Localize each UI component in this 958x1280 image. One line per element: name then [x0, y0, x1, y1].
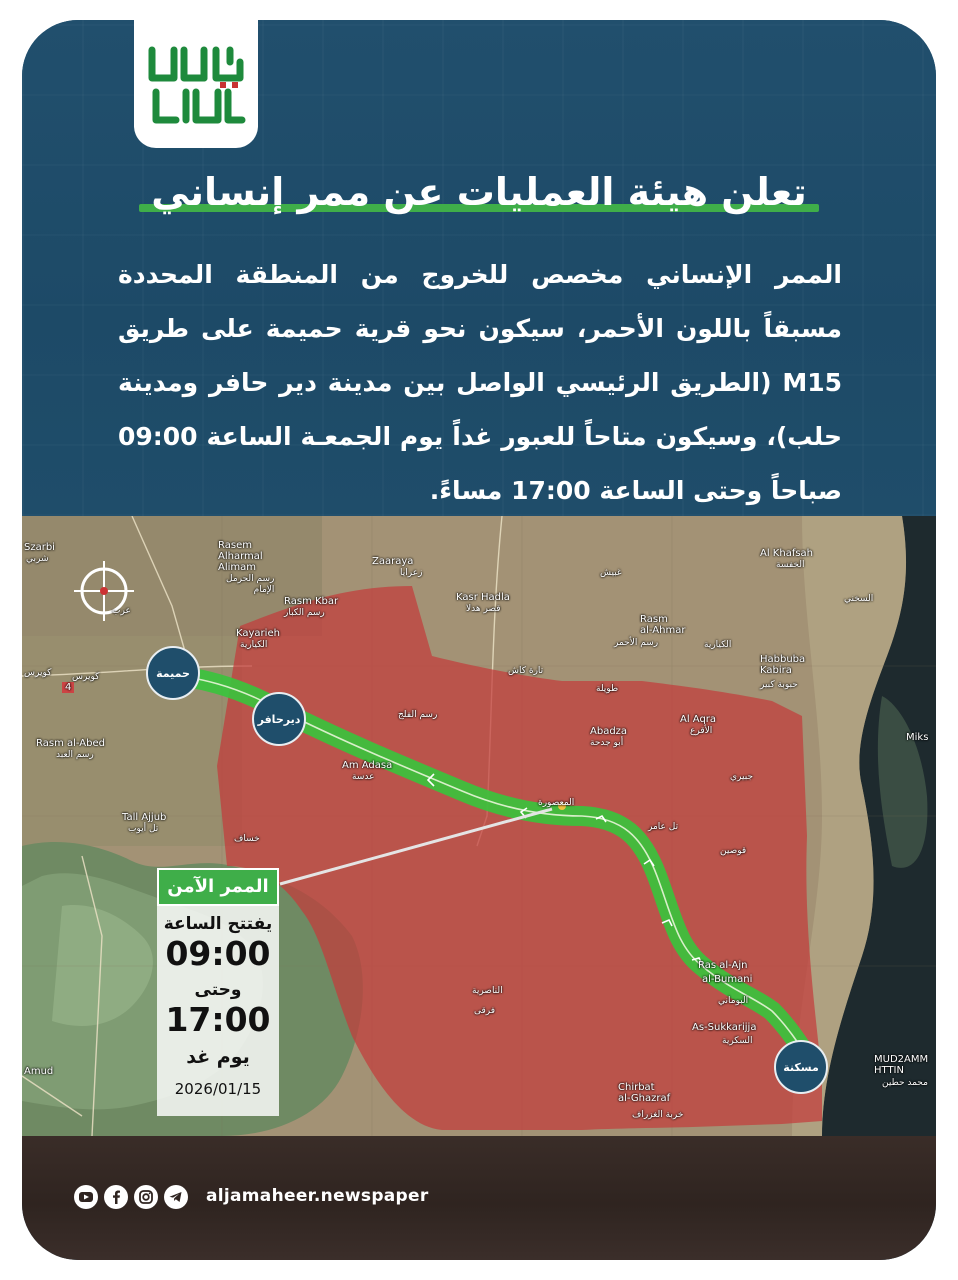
headline: تعلن هيئة العمليات عن ممر إنساني — [22, 170, 936, 214]
social-handle[interactable]: aljamaheer.newspaper — [206, 1186, 429, 1206]
place-rasm-alahmar: Rasm al-Ahmar — [640, 614, 686, 636]
place-al-bumani-ar: البوماني — [718, 996, 749, 1006]
place-mud2-ar: محمد حطين — [882, 1078, 928, 1088]
place-al-aqra-ar: الأقرع — [690, 726, 713, 736]
place-chirbat: Chirbat al-Ghazraf — [618, 1082, 671, 1104]
place-al-masoura-ar: المعصورة — [538, 798, 575, 808]
footer-bar — [22, 1136, 936, 1260]
close-time: 17:00 — [165, 1000, 271, 1039]
place-khasaf-ar: خساف — [234, 834, 260, 844]
place-chirbat-ar: خربة الغزراف — [632, 1110, 684, 1120]
header-panel — [22, 20, 936, 516]
place-rasm-alahmar-ar: رسم الأحمر — [614, 638, 659, 648]
place-rasm-kbar-ar: رسم الكبار — [284, 608, 325, 618]
logo-mark-icon — [146, 42, 246, 128]
place-mud2: MUD2AMM HTTIN — [874, 1054, 929, 1076]
announcement-body: الممر الإنساني مخصص للخروج من المنطقة المحددة مسبقاً باللون الأحمر، سيكون نحو قرية حميمة على طريق M15 (الطريق الرئيسي الواصل بين مدينة دير حافر ومدينة حلب)، وسيكون متاحاً للعبور غداً يوم الجمعـة الساعة 09:00 صباحاً وحتى الساعة 17:00 مساءً. — [118, 260, 842, 505]
place-tuweila-ar: طويلة — [596, 684, 619, 694]
place-as-sukkarijja-ar: السكرية — [722, 1036, 753, 1046]
place-al-khafsah: Al Khafsah — [760, 548, 814, 559]
place-kayarieh: Kayarieh — [236, 628, 280, 639]
place-kuwaires-ar: كويرس — [72, 672, 100, 682]
place-am-adasa-ar: عدسة — [352, 772, 375, 782]
telegram-icon[interactable] — [164, 1185, 188, 1209]
road-shield-4: 4 — [62, 682, 74, 693]
place-abadza-ar: أبو جدحة — [590, 738, 624, 748]
place-tarat-kash-ar: تارة كاش — [508, 666, 544, 676]
place-am-adasa: Am Adasa — [342, 760, 393, 771]
place-szarbi-ar: شربي — [26, 554, 49, 564]
place-al-bumani: al-Bumani — [702, 974, 753, 985]
place-kayarieh-ar: الكيارية — [240, 640, 268, 650]
place-farqami-ar: فرقى — [474, 1006, 496, 1016]
place-habbuba-ar: حبوبة كبير — [760, 680, 798, 690]
place-ras-alain: Ras al-Ajn — [698, 960, 748, 971]
place-bayburi-ar: جبيري — [730, 772, 754, 782]
place-al-aqra: Al Aqra — [680, 714, 717, 725]
place-rasm-alfalaj-ar: رسم الفلج — [398, 710, 438, 720]
place-zaaraya-ar: زعرايا — [400, 568, 423, 578]
place-szarbi: Szarbi — [24, 542, 55, 553]
place-qasrin-ar: قوصين — [720, 846, 747, 856]
logo — [134, 20, 258, 148]
day-label: يوم غد — [186, 1046, 250, 1068]
place-kasr-hadla: Kasr Hadla — [456, 592, 510, 603]
facebook-icon[interactable] — [104, 1185, 128, 1209]
date-label: 2026/01/15 — [174, 1080, 262, 1098]
place-rasm-alabed: Rasm al-Abed — [36, 738, 105, 749]
place-habbuba: Habbuba Kabira — [760, 654, 806, 676]
place-zaaraya: Zaaraya — [372, 556, 414, 567]
until-label: وحتى — [194, 980, 242, 1000]
news-card — [22, 20, 936, 1260]
place-arab-ar: عرب — [112, 606, 131, 616]
place-as-sukkarijja: As-Sukkarijja — [692, 1022, 757, 1033]
place-kasr-hadla-ar: قصر هدلا — [466, 604, 501, 614]
town-marker-maskana: مسكنة — [774, 1040, 828, 1094]
safe-corridor-details — [157, 906, 279, 1116]
place-tal-amer-ar: تل عامر — [648, 822, 679, 832]
open-time: 09:00 — [165, 934, 271, 973]
place-amud: Amud — [24, 1066, 54, 1077]
town-marker-humaima: حميمة — [146, 646, 200, 700]
place-rasem-alharmal-ar: رسم الحرمل الإمام — [226, 574, 275, 595]
place-miks: Miks — [906, 732, 929, 743]
opens-label: يفتتح الساعة — [163, 914, 273, 934]
town-marker-deir-hafer: ديرحافر — [252, 692, 306, 746]
place-nasriyah-ar: الناصرية — [472, 986, 503, 996]
place-al-khafsah-ar: الخفسة — [776, 560, 805, 570]
safe-corridor-box — [157, 868, 279, 1116]
safe-corridor-title: الممر الآمن — [157, 868, 279, 906]
place-tall-ajjub-ar: تل أيوب — [128, 824, 159, 834]
place-kuweiris-ar: كويرس — [24, 668, 52, 678]
place-rasm-alabed-ar: رسم العبد — [56, 750, 94, 760]
place-rasm-kbar: Rasm Kbar — [284, 596, 339, 607]
youtube-icon[interactable] — [74, 1185, 98, 1209]
place-rasem-alharmal: Rasem Alharmal Alimam — [218, 540, 263, 573]
place-abadza: Abadza — [590, 726, 628, 737]
place-ghbeish-ar: غبيش — [600, 568, 622, 578]
instagram-icon[interactable] — [134, 1185, 158, 1209]
place-tall-ajjub: Tall Ajjub — [122, 812, 167, 823]
place-kayariya2-ar: الكيارية — [704, 640, 732, 650]
place-al-sukhni-ar: السخني — [844, 594, 874, 604]
